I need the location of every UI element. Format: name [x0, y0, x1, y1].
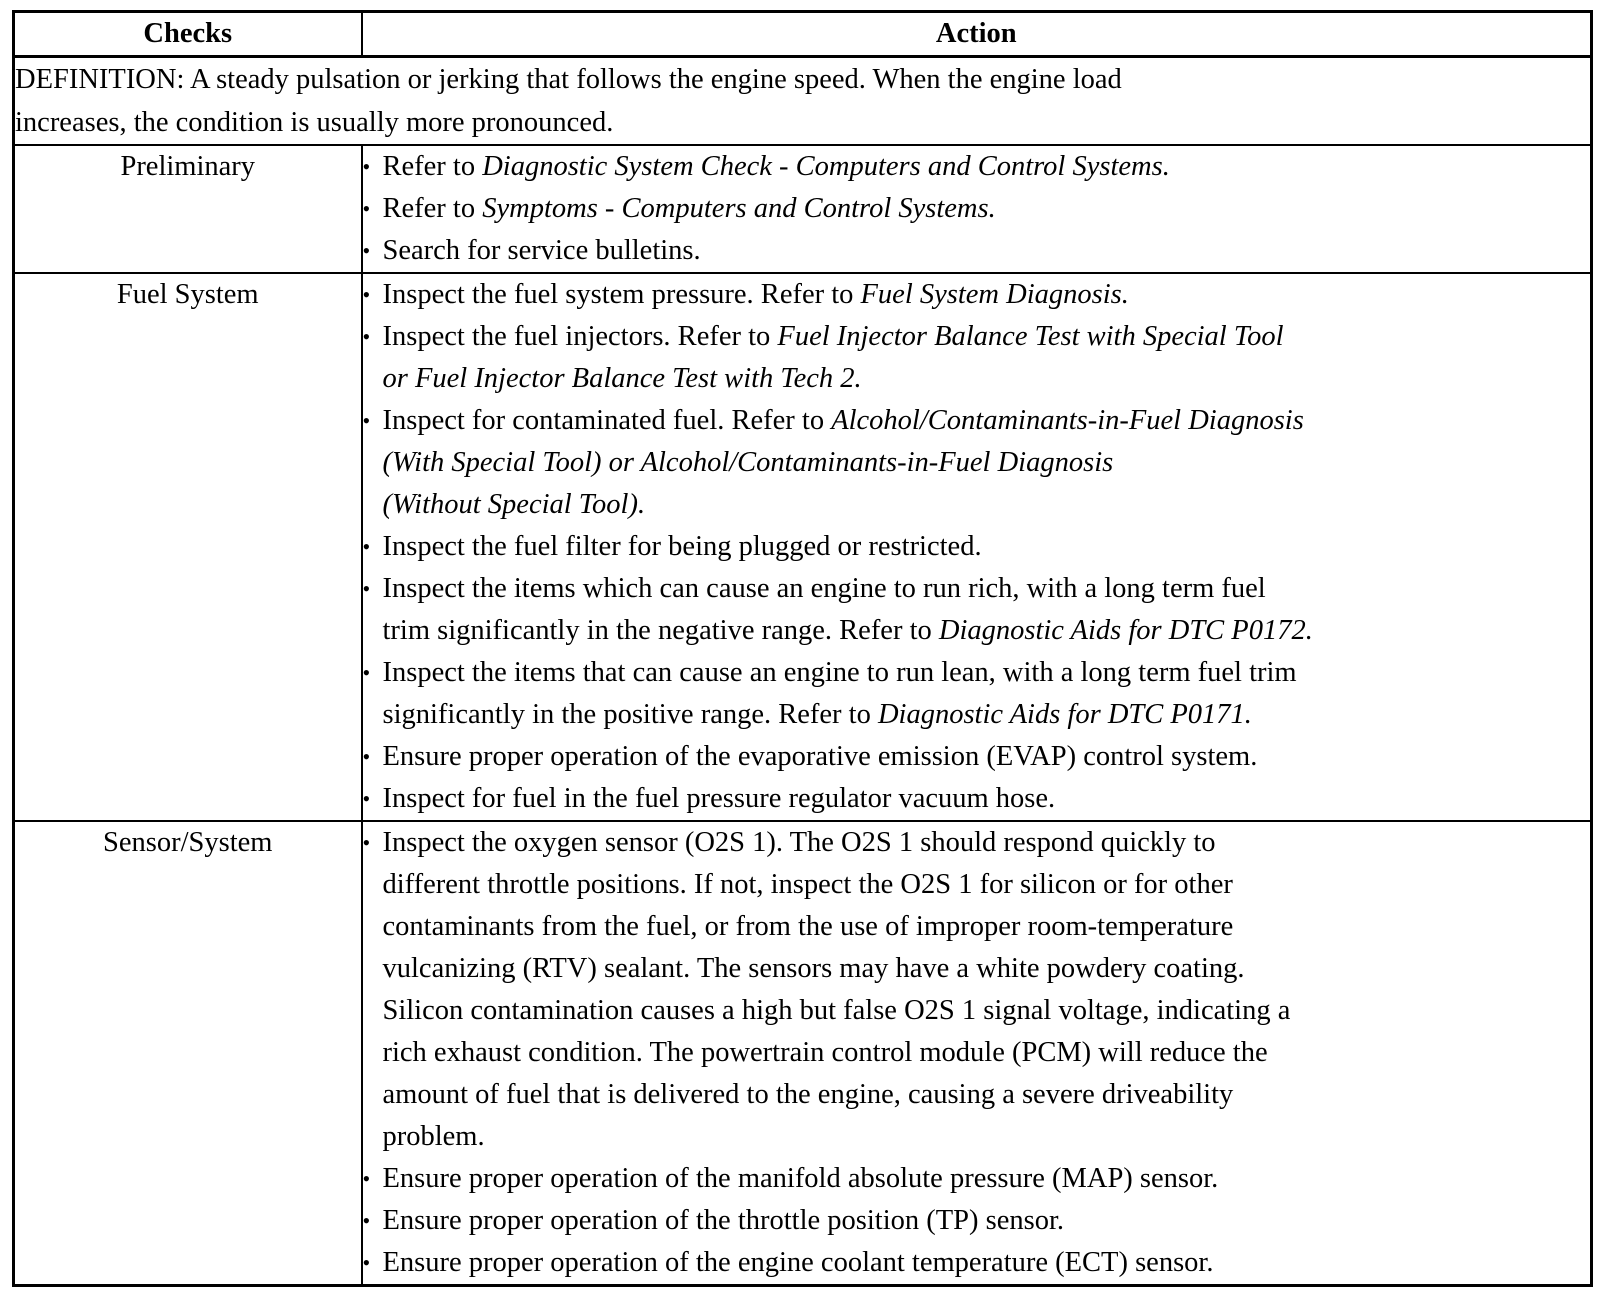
- checks-header: Checks: [14, 12, 362, 57]
- definition-row: [14, 57, 1592, 146]
- diagnostic-table: [12, 10, 1593, 1287]
- header-row: [14, 12, 1592, 57]
- definition-text: DEFINITION: A steady pulsation or jerking that follows the engine speed. When the engine load increases, the condition is usually more pronounced.: [14, 57, 1592, 146]
- action-item: • Inspect the items that can cause an engine to run lean, with a long term fuel trim significantly in the positive range. Refer to Diagnostic Aids for DTC P0171.: [363, 652, 1591, 736]
- action-item: • Inspect the fuel system pressure. Refer to Fuel System Diagnosis.: [363, 274, 1591, 316]
- action-item: • Ensure proper operation of the throttle position (TP) sensor.: [363, 1200, 1591, 1242]
- action-item: • Ensure proper operation of the evaporative emission (EVAP) control system.: [363, 736, 1591, 778]
- table-row: [14, 273, 1592, 821]
- action-item: • Refer to Symptoms - Computers and Control Systems.: [363, 188, 1591, 230]
- action-item: • Inspect the fuel injectors. Refer to Fuel Injector Balance Test with Special Tool or Fuel Injector Balance Test with Tech 2.: [363, 316, 1591, 400]
- action-header: Action: [362, 12, 1592, 57]
- action-item: • Inspect the oxygen sensor (O2S 1). The O2S 1 should respond quickly to different throttle positions. If not, inspect the O2S 1 for silicon or for other contaminants from the fuel, or from the use of improper room-temperature vulcanizing (RTV) sealant. The sensors may have a white powdery coating. Silicon contamination causes a high but false O2S 1 signal voltage, indicating a rich exhaust condition. The powertrain control module (PCM) will reduce the amount of fuel that is delivered to the engine, causing a severe driveability problem.: [363, 822, 1591, 1158]
- action-item: • Refer to Diagnostic System Check - Computers and Control Systems.: [363, 146, 1591, 188]
- action-item: • Inspect the items which can cause an engine to run rich, with a long term fuel trim significantly in the negative range. Refer to Diagnostic Aids for DTC P0172.: [363, 568, 1591, 652]
- table-row: [14, 145, 1592, 273]
- action-item: • Ensure proper operation of the manifold absolute pressure (MAP) sensor.: [363, 1158, 1591, 1200]
- check-fuel-system: Fuel System: [14, 273, 362, 821]
- action-item: • Search for service bulletins.: [363, 230, 1591, 272]
- actions-fuel-system: [362, 273, 1592, 821]
- action-item: • Inspect for contaminated fuel. Refer to Alcohol/Contaminants-in-Fuel Diagnosis (With Special Tool) or Alcohol/Contaminants-in-Fuel Diagnosis (Without Special Tool).: [363, 400, 1591, 526]
- check-sensor-system: Sensor/System: [14, 821, 362, 1286]
- action-item: • Inspect for fuel in the fuel pressure regulator vacuum hose.: [363, 778, 1591, 820]
- actions-sensor-system: [362, 821, 1592, 1286]
- table-row: [14, 821, 1592, 1286]
- actions-preliminary: [362, 145, 1592, 273]
- action-item: • Inspect the fuel filter for being plugged or restricted.: [363, 526, 1591, 568]
- check-preliminary: Preliminary: [14, 145, 362, 273]
- action-item: • Ensure proper operation of the engine coolant temperature (ECT) sensor.: [363, 1242, 1591, 1284]
